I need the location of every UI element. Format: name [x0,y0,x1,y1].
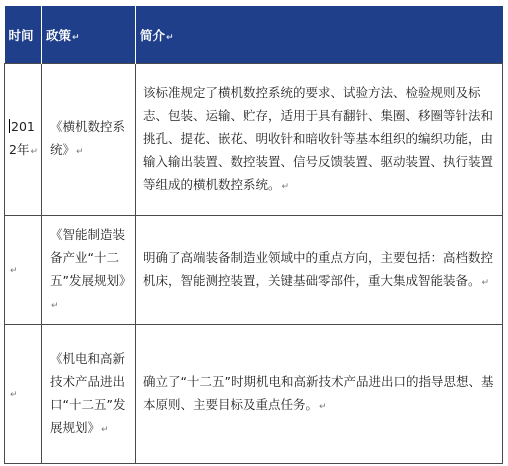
header-time-label: 时间 [8,27,34,43]
policy-cell [42,64,136,216]
policy-text: 《横机数控系统》 [50,119,126,157]
policy-text: 《机电和高新技术产品进出口“十二五”发展规划》 [50,350,126,435]
intro-cell [136,64,503,216]
paragraph-mark-icon: ↵ [166,32,174,43]
header-policy-label: 政策 [46,27,72,43]
table-row [5,325,503,464]
paragraph-mark-icon: ↵ [76,147,84,157]
paragraph-mark-icon: ↵ [72,32,80,43]
policy-cell [42,216,136,325]
intro-text: 明确了高端装备制造业领域中的重点方向，主要包括：高档数控机床，智能测控装置，关键基础零部件，重大集成智能装备。 [143,249,494,288]
table-row [5,216,503,325]
paragraph-mark-icon: ↵ [319,401,327,412]
header-intro [136,6,503,64]
paragraph-mark-icon: ↵ [10,390,18,400]
paragraph-mark-icon: ↵ [281,181,290,192]
intro-text: 该标准规定了横机数控系统的要求、试验方法、检验规则及标志、包装、运输、贮存，适用于具有翻针、集圈、移圈等针法和挑孔、提花、嵌花、明收针和暗收针等基本组织的编织功能，由输入输出装置、数控装置、信号反馈装置、驱动装置、执行装置等组成的横机数控系统。 [143,84,494,192]
paragraph-mark-icon: ↵ [51,300,59,311]
paragraph-mark-icon: ↵ [30,147,38,157]
header-row [5,6,503,64]
intro-cell [136,216,503,325]
intro-cell [136,325,503,464]
intro-text: 确立了“十二五”时期机电和高新技术产品进出口的指导思想、基本原则、主要目标及重点任务。 [143,373,494,412]
policy-table [4,6,503,464]
table-header [5,6,503,64]
time-cell [5,216,42,325]
header-time [5,6,42,64]
time-cell [5,325,42,464]
header-intro-label: 简介 [140,27,166,43]
time-cell [5,64,42,216]
header-policy [42,6,136,64]
paragraph-mark-icon: ↵ [481,277,490,288]
time-text: 2012年 [9,119,35,157]
paragraph-mark-icon: ↵ [101,424,109,435]
text-cursor-icon [9,119,10,133]
table-row [5,64,503,216]
policy-cell [42,325,136,464]
paragraph-mark-icon: ↵ [10,266,18,276]
policy-text: 《智能制造装备产业“十二五”发展规划》 [50,226,132,288]
